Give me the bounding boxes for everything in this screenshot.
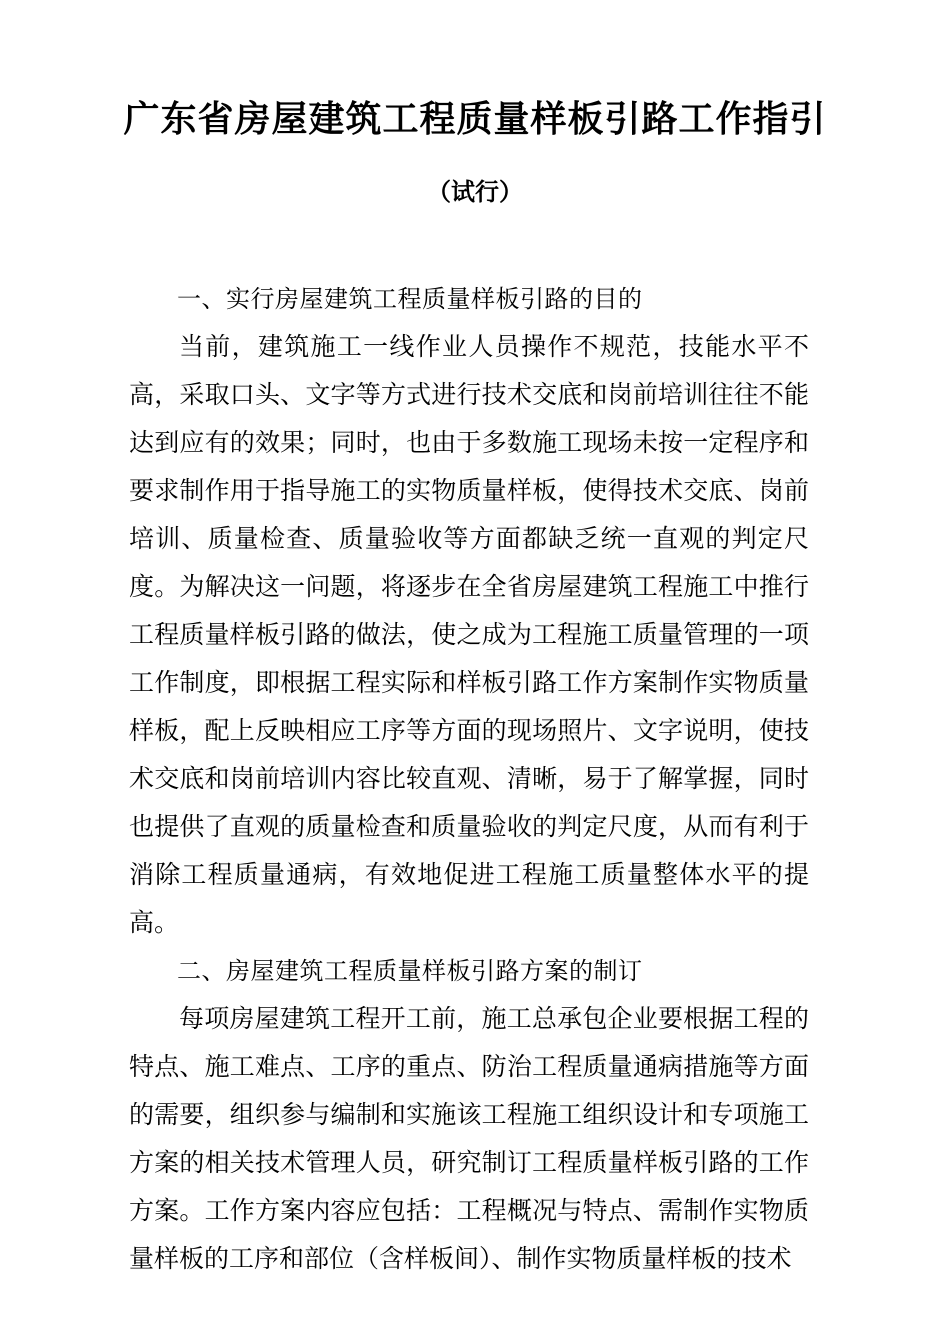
document-body: [129, 275, 809, 1283]
section-paragraph-2: 每项房屋建筑工程开工前，施工总承包企业要根据工程的特点、施工难点、工序的重点、防治工程质量通病措施等方面的需要，组织参与编制和实施该工程施工组织设计和专项施工方案的相关技术管理人员，研究制订工程质量样板引路的工作方案。工作方案内容应包括：工程概况与特点、需制作实物质量样板的工序和部位（含样板间）、制作实物质量样板的技术: [129, 1004, 809, 1273]
section-heading-2: 二、房屋建筑工程质量样板引路方案的制订: [177, 957, 643, 985]
section-paragraph-1: 当前，建筑施工一线作业人员操作不规范，技能水平不高，采取口头、文字等方式进行技术交底和岗前培训往往不能达到应有的效果；同时，也由于多数施工现场未按一定程序和要求制作用于指导施工的实物质量样板，使得技术交底、岗前培训、质量检查、质量验收等方面都缺乏统一直观的判定尺度。为解决这一问题，将逐步在全省房屋建筑工程施工中推行工程质量样板引路的做法，使之成为工程施工质量管理的一项工作制度，即根据工程实际和样板引路工作方案制作实物质量样板，配上反映相应工序等方面的现场照片、文字说明，使技术交底和岗前培训内容比较直观、清晰，易于了解掌握，同时也提供了直观的质量检查和质量验收的判定尺度，从而有利于消除工程质量通病，有效地促进工程施工质量整体水平的提高。: [129, 332, 809, 937]
document-title: 广东省房屋建筑工程质量样板引路工作指引: [123, 99, 827, 140]
document-subtitle: （试行）: [427, 178, 523, 206]
section-heading-1: 一、实行房屋建筑工程质量样板引路的目的: [177, 285, 643, 313]
